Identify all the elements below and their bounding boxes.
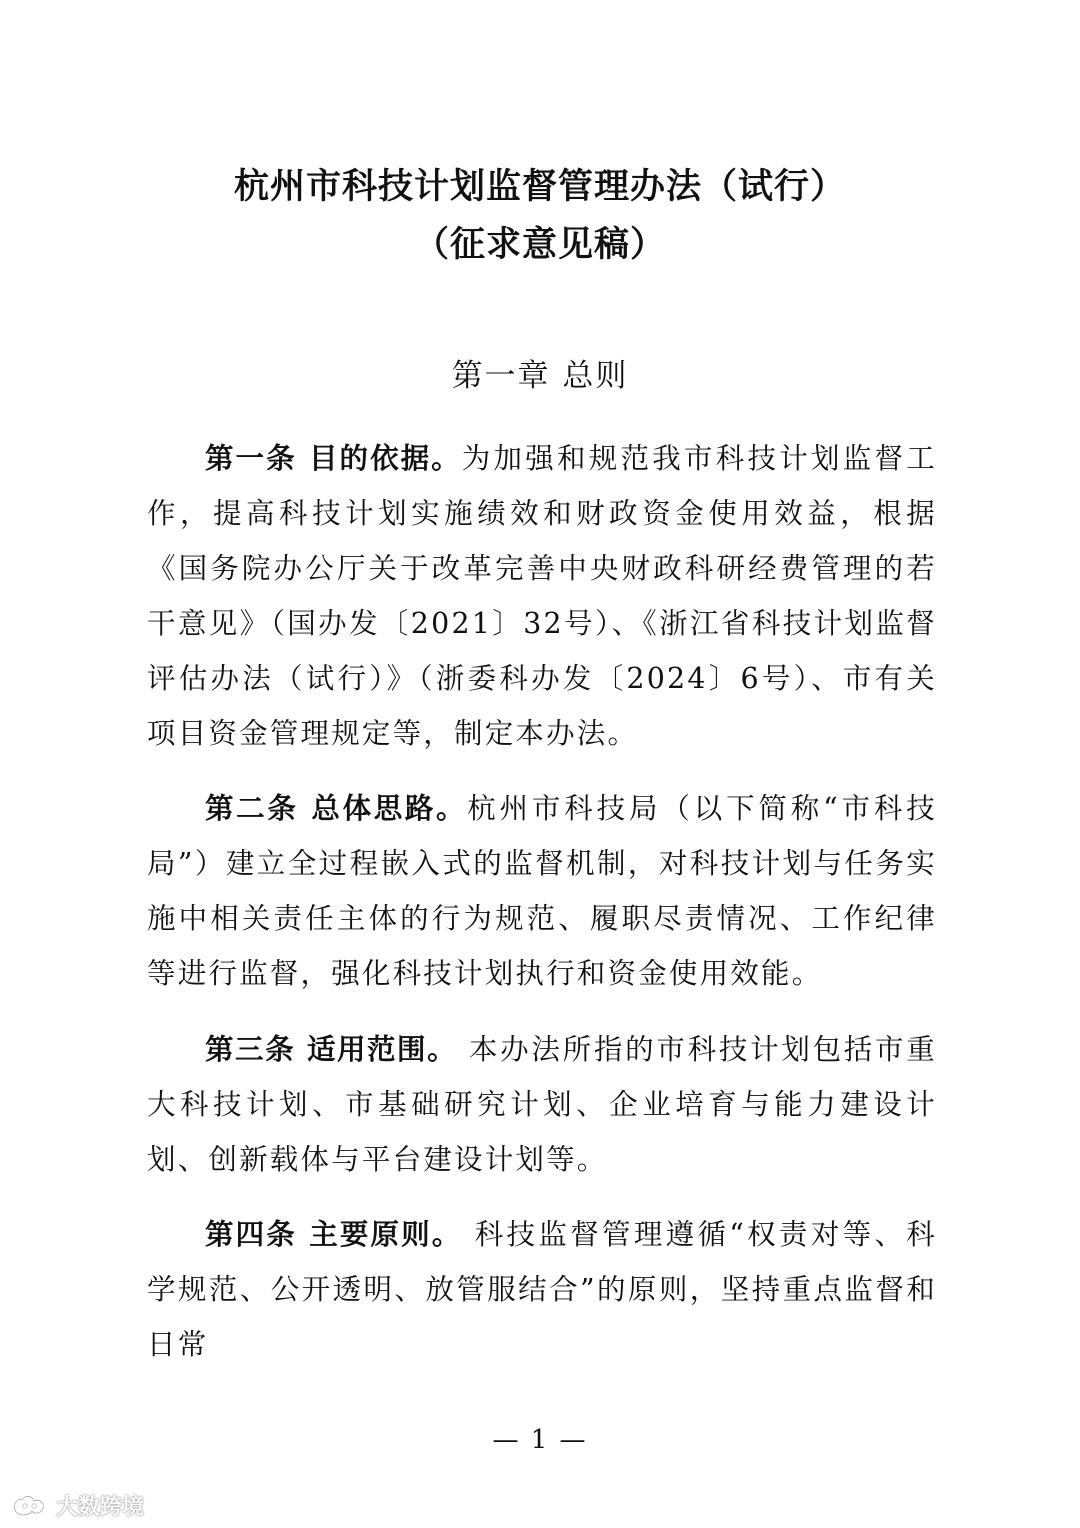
title-line-2: （征求意见稿）	[413, 225, 666, 265]
article-3	[147, 1022, 937, 1187]
article-heading: 主要原则。	[309, 1218, 463, 1251]
watermark-text: 大数跨境	[56, 1495, 145, 1520]
article-number: 第二条	[205, 792, 299, 825]
article-4	[147, 1207, 937, 1372]
article-number: 第一条	[205, 442, 297, 475]
document-title	[0, 158, 1080, 274]
article-text: 为加强和规范我市科技计划监督工作，提高科技计划实施绩效和财政资金使用效益，根据《国务院办公厅关于改革完善中央财政科研经费管理的若干意见》（国办发〔2021〕32号）、《浙江省科技计划监督评估办法（试行）》（浙委科办发〔2024〕6号）、市有关项目资金管理规定等，制定本办法。	[147, 442, 937, 750]
article-text: 杭州市科技局（以下简称“市科技局”）建立全过程嵌入式的监督机制，对科技计划与任务实施中相关责任主体的行为规范、履职尽责情况、工作纪律等进行监督，强化科技计划执行和资金使用效能。	[147, 792, 937, 990]
article-1	[147, 431, 937, 761]
brand-logo-icon	[10, 1492, 50, 1520]
article-number: 第三条	[205, 1033, 296, 1066]
title-line-1: 杭州市科技计划监督管理办法（试行）	[233, 167, 846, 207]
page-number: — 1 —	[492, 1425, 588, 1455]
article-heading: 目的依据。	[308, 442, 462, 475]
article-2	[147, 781, 937, 1001]
article-heading: 总体思路。	[311, 792, 468, 825]
chapter-heading: 第一章 总则	[451, 358, 629, 394]
article-text: 科技监督管理遵循“权责对等、科学规范、公开透明、放管服结合”的原则，坚持重点监督和日常	[147, 1218, 937, 1361]
watermark	[10, 1490, 144, 1521]
article-number: 第四条	[205, 1218, 297, 1251]
article-text: 本办法所指的市科技计划包括市重大科技计划、市基础研究计划、企业培育与能力建设计划、创新载体与平台建设计划等。	[147, 1033, 937, 1176]
article-heading: 适用范围。	[306, 1033, 458, 1066]
